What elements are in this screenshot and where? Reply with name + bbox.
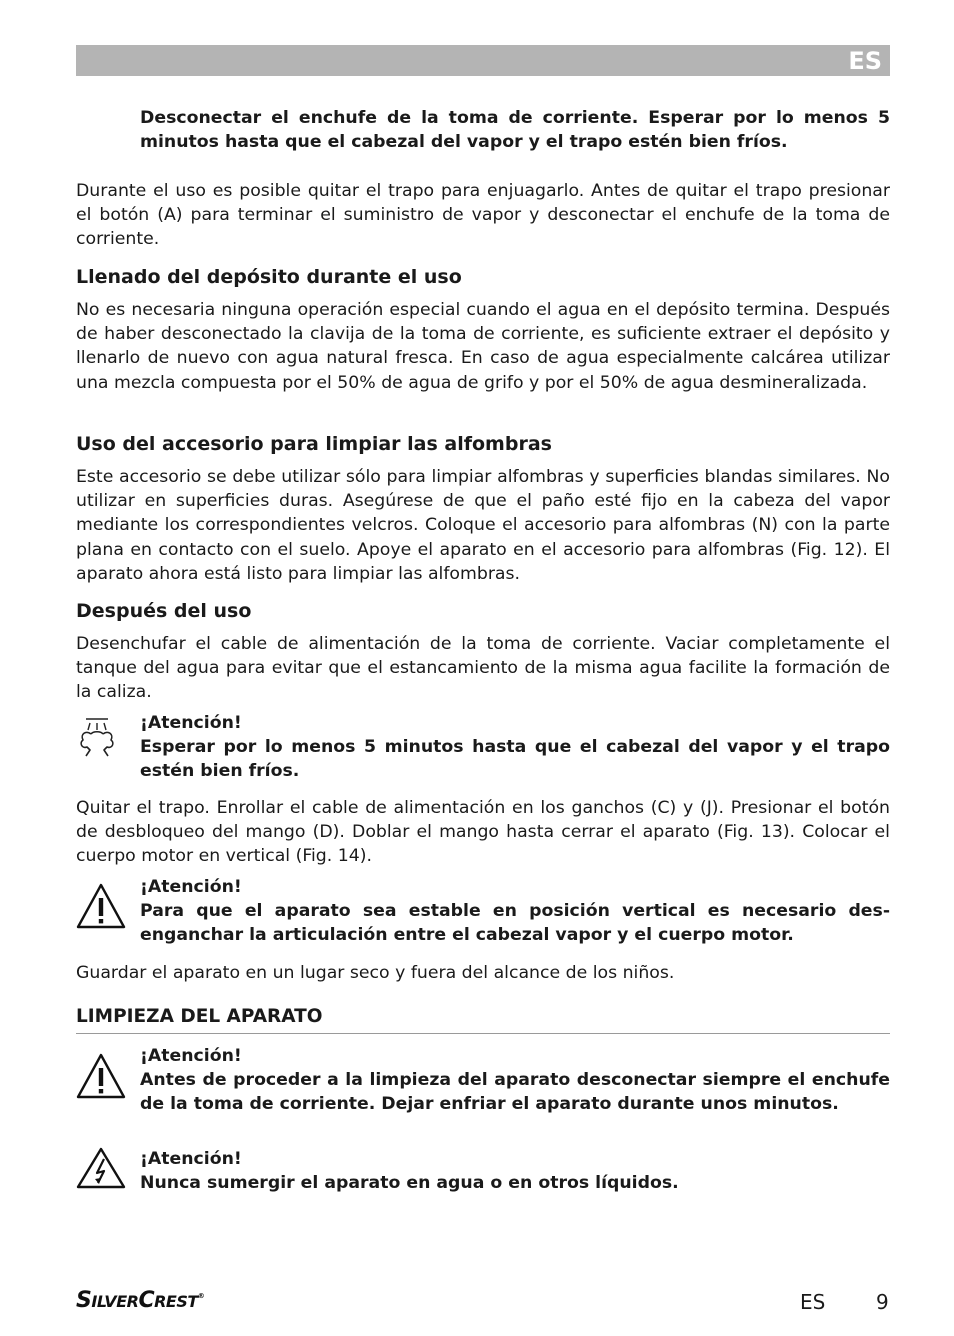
intro-warning-text: Desconectar el enchufe de la toma de corriente. Esperar por lo menos 5 minutos hasta que el cabezal del vapor y el trapo estén bien fríos.	[140, 108, 890, 153]
section-cleaning	[76, 1005, 890, 1029]
section-refill	[76, 265, 890, 289]
header-bar	[76, 45, 890, 76]
carpet-heading: Uso del accesorio para limpiar las alfombras	[76, 433, 552, 455]
after-text: Desenchufar el cable de alimentación de la toma de corriente. Vaciar completamente el tanque del agua para evitar que el estancamiento de la misma agua facilite la formación de la caliza.	[76, 634, 890, 703]
during-use-text: Durante el uso es posible quitar el trapo para enjuagarlo. Antes de quitar el trapo presionar el botón (A) para terminar el suministro de vapor y desconectar el enchufe de la toma de corriente.	[76, 181, 890, 250]
stability-warning-text: Para que el aparato sea estable en posición vertical es necesario des-enganchar la articulación entre el cabezal vapor y el cuerpo motor.	[140, 901, 890, 946]
after-heading: Después del uso	[76, 600, 252, 622]
section-after	[76, 599, 890, 623]
hot-warning-label: ¡Atención!	[140, 713, 242, 733]
footer-lang: ES	[800, 1290, 826, 1314]
paragraph-during-use	[76, 179, 890, 252]
after-text2: Quitar el trapo. Enrollar el cable de alimentación en los ganchos (C) y (J). Presionar el botón de desbloqueo del mango (D). Doblar el mango hasta cerrar el aparato (Fig. 13). Colocar el cuerpo motor en vertical (Fig. 14).	[76, 798, 890, 867]
warning-triangle-icon	[76, 882, 126, 930]
brand-ilver: ILVER	[91, 1292, 139, 1311]
brand-logo	[76, 1288, 204, 1313]
cleaning-divider	[76, 1033, 890, 1034]
electric-hazard-icon	[76, 1146, 126, 1190]
stability-warning-label: ¡Atención!	[140, 877, 242, 897]
after-text3: Guardar el aparato en un lugar seco y fuera del alcance de los niños.	[76, 963, 675, 983]
refill-body	[76, 298, 890, 395]
refill-text: No es necesaria ninguna operación especial cuando el agua en el depósito termina. Después de haber desconectado la clavija de la toma de corriente, es suficiente extraer el depósito y llenarlo de nuevo con agua natural fresca. En caso de agua especialmente calcárea utilizar una mezcla compuesta por el 50% de agua de grifo y por el 50% de agua desmineralizada.	[76, 300, 890, 393]
warning-triangle-icon	[76, 1052, 126, 1100]
page-number: 9	[876, 1290, 889, 1314]
brand-s: S	[76, 1288, 92, 1313]
stability-warning	[140, 875, 890, 948]
cleaning-warning-2-label: ¡Atención!	[140, 1149, 242, 1169]
cleaning-heading: LIMPIEZA DEL APARATO	[76, 1006, 323, 1027]
after-body3	[76, 961, 890, 985]
after-body2	[76, 796, 890, 869]
cleaning-warning-1	[140, 1044, 890, 1117]
cleaning-warning-2-text: Nunca sumergir el aparato en agua o en otros líquidos.	[140, 1173, 679, 1194]
hot-warning	[140, 711, 890, 784]
hot-warning-text: Esperar por lo menos 5 minutos hasta que el cabezal del vapor y el trapo estén bien fríos.	[140, 737, 890, 782]
hot-surface-icon	[76, 716, 118, 760]
brand-registered-mark: ®	[197, 1292, 205, 1300]
refill-heading: Llenado del depósito durante el uso	[76, 266, 462, 288]
cleaning-warning-2	[140, 1147, 890, 1195]
after-body	[76, 632, 890, 705]
section-carpet	[76, 432, 890, 456]
cleaning-warning-1-text: Antes de proceder a la limpieza del aparato desconectar siempre el enchufe de la toma de corriente. Dejar enfriar el aparato durante unos minutos.	[140, 1070, 890, 1115]
brand-rest: REST	[154, 1292, 198, 1311]
carpet-text: Este accesorio se debe utilizar sólo para limpiar alfombras y superficies blandas similares. No utilizar en superficies duras. Asegúrese de que el paño esté fijo en la cabeza del vapor mediante los correspondientes velcros. Coloque el accesorio para alfombras (N) con la parte plana en contacto con el suelo. Apoye el aparato en el accesorio para alfombras (Fig. 12). El aparato ahora está listo para limpiar las alfombras.	[76, 467, 890, 584]
header-lang-tag: ES	[848, 47, 882, 75]
brand-c: C	[138, 1288, 155, 1313]
intro-warning	[140, 106, 890, 154]
carpet-body	[76, 465, 890, 586]
cleaning-warning-1-label: ¡Atención!	[140, 1046, 242, 1066]
